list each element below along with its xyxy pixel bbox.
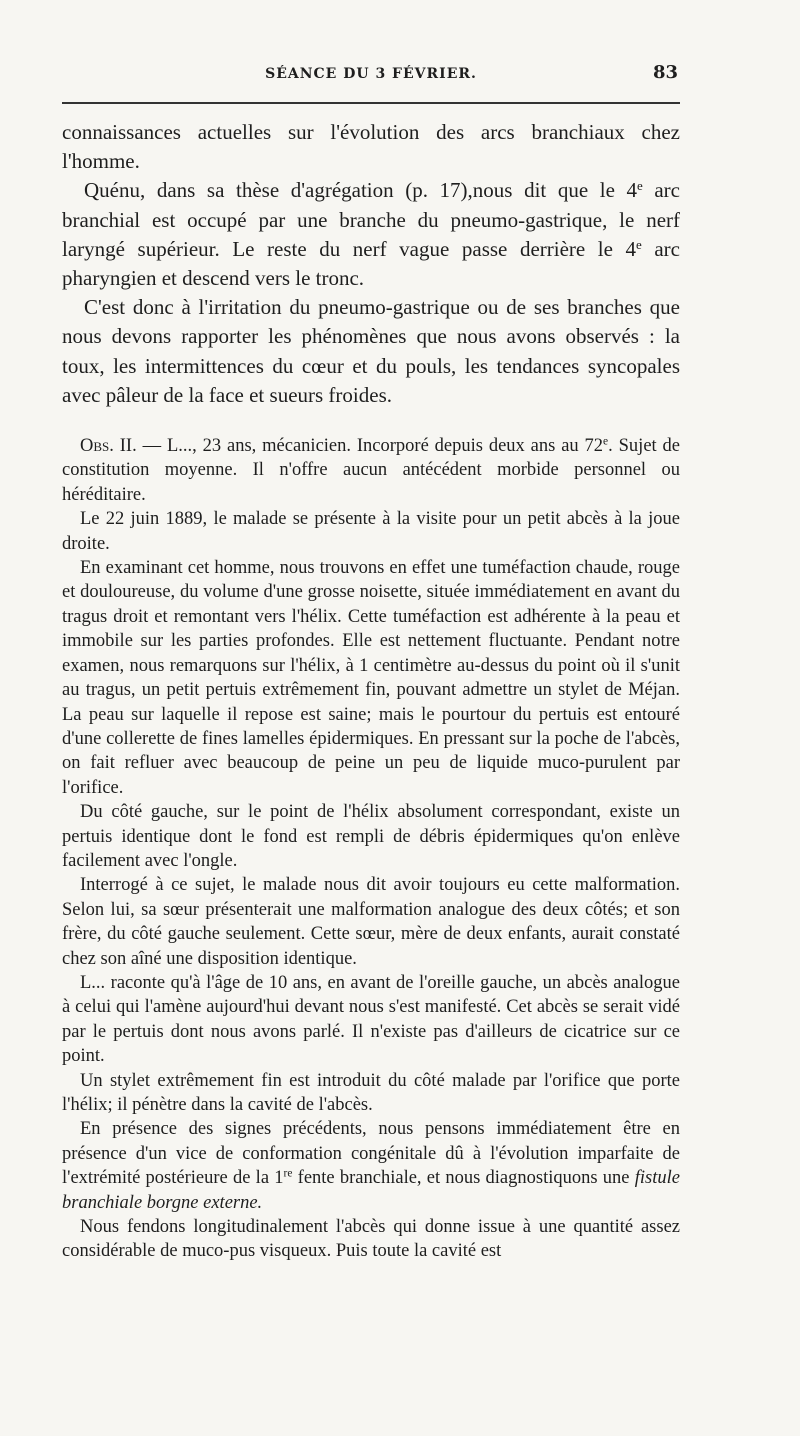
observation-paragraph-3-text: En examinant cet homme, nous trouvons en effet une tuméfaction chaude, rouge et douloureuse, du volume d'une grosse noisette, située immédiatement en avant du tragus droit et remontant vers l'hélix. Cette tuméfaction est adhérente à la peau et immobile sur les parties profondes. Elle est nettement fluctuante. Pendant notre examen, nous remarquons sur l'hélix, à 1 centimètre au-dessus du point où il s'unit au tragus, un petit pertuis extrêmement fin, pouvant admettre un stylet de Méjan. La peau sur laquelle il repose est saine; mais le pourtour du pertuis est entouré d'une collerette de fines lamelles épidermiques. En pressant sur la poche de l'abcès, on fait refluer avec beaucoup de peine un peu de liquide muco-purulent par l'orifice. xyxy=(62,558,680,798)
header-rule xyxy=(62,102,680,104)
paragraph-3-text: C'est donc à l'irritation du pneumo-gastrique ou de ses branches que nous devons rapporter les phénomènes que nous avons observés : la toux, les intermittences du cœur et du pouls, les tendances syncopales avec pâleur de la face et sueurs froides. xyxy=(62,295,680,407)
observation-label: Obs. II. xyxy=(80,436,137,457)
observation-text-a: — L..., 23 ans, mécanicien. Incorporé depuis deux ans au 72 xyxy=(136,436,604,457)
superscript: e xyxy=(636,178,643,194)
section-gap xyxy=(62,410,680,434)
observation-paragraph-4 xyxy=(62,800,680,873)
superscript: e xyxy=(603,435,609,448)
diagnosis-italic: fistule branchiale borgne externe. xyxy=(62,1168,680,1213)
observation-paragraph-8-text-b: fente branchiale, et nous diagnostiquons une xyxy=(292,1168,635,1189)
observation-paragraph-7-text: Un stylet extrêmement fin est introduit du côté malade par l'orifice que porte l'hélix; il pénètre dans la cavité de l'abcès. xyxy=(62,1070,680,1115)
paragraph-2 xyxy=(62,176,680,293)
paragraph-2-text-c: arc pharyngien et descend vers le tronc. xyxy=(62,236,680,291)
observation-paragraph-7 xyxy=(62,1069,680,1118)
running-title: SÉANCE DU 3 FÉVRIER. xyxy=(265,66,477,82)
page-header xyxy=(62,62,680,90)
observation-paragraph-6 xyxy=(62,971,680,1069)
observation-paragraph-9 xyxy=(62,1215,680,1264)
observation-paragraph-4-text: Du côté gauche, sur le point de l'hélix absolument correspondant, existe un pertuis identique dont le fond est rempli de débris épidermiques qu'on enlève facilement avec l'ongle. xyxy=(62,802,680,871)
observation-paragraph-3 xyxy=(62,556,680,800)
superscript: e xyxy=(636,236,642,252)
page-number: 83 xyxy=(652,62,678,83)
observation-heading-paragraph xyxy=(62,434,680,507)
superscript: re xyxy=(283,1167,293,1180)
observation-paragraph-5-text: Interrogé à ce sujet, le malade nous dit avoir toujours eu cette malformation. Selon lui, sa sœur présenterait une malformation analogue des deux côtés; et son frère, du côté gauche seulement. Cette sœur, mère de deux enfants, aurait constaté chez son aîné une disposition identique. xyxy=(62,875,680,969)
observation-paragraph-9-text: Nous fendons longitudinalement l'abcès qui donne issue à une quantité assez considérable de muco-pus visqueux. Puis toute la cavité est xyxy=(62,1217,680,1262)
paragraph-3 xyxy=(62,293,680,410)
paragraph-1-text: connaissances actuelles sur l'évolution des arcs branchiaux chez l'homme. xyxy=(62,120,680,174)
observation-paragraph-5 xyxy=(62,873,680,971)
observation-paragraph-2 xyxy=(62,507,680,556)
paragraph-2-text-b: arc branchial est occupé par une branche du pneumo-gastrique, le nerf laryngé supérieur. Le reste du nerf vague passe derrière le 4 xyxy=(62,178,680,261)
paragraph-1 xyxy=(62,118,680,176)
observation-text-b: . Sujet de constitution moyenne. Il n'offre aucun antécédent morbide personnel ou héréditaire. xyxy=(62,436,680,505)
observation-paragraph-8 xyxy=(62,1117,680,1215)
body-text xyxy=(62,118,680,1264)
observation-paragraph-8-text-a: En présence des signes précédents, nous pensons immédiatement être en présence d'un vice de conformation congénitale dû à l'évolution imparfaite de l'extrémité postérieure de la 1 xyxy=(62,1119,680,1189)
observation-paragraph-6-text: L... raconte qu'à l'âge de 10 ans, en avant de l'oreille gauche, un abcès analogue à celui qui l'amène aujourd'hui devant nous s'est manifesté. Cet abcès se serait vidé par le pertuis dont nous avons parlé. Il n'existe pas d'ailleurs de cicatrice sur ce point. xyxy=(62,972,680,1067)
observation-paragraph-2-text: Le 22 juin 1889, le malade se présente à la visite pour un petit abcès à la joue droite. xyxy=(62,509,680,554)
paragraph-2-text-a: Quénu, dans sa thèse d'agrégation (p. 17),nous dit que le 4 xyxy=(84,178,637,203)
